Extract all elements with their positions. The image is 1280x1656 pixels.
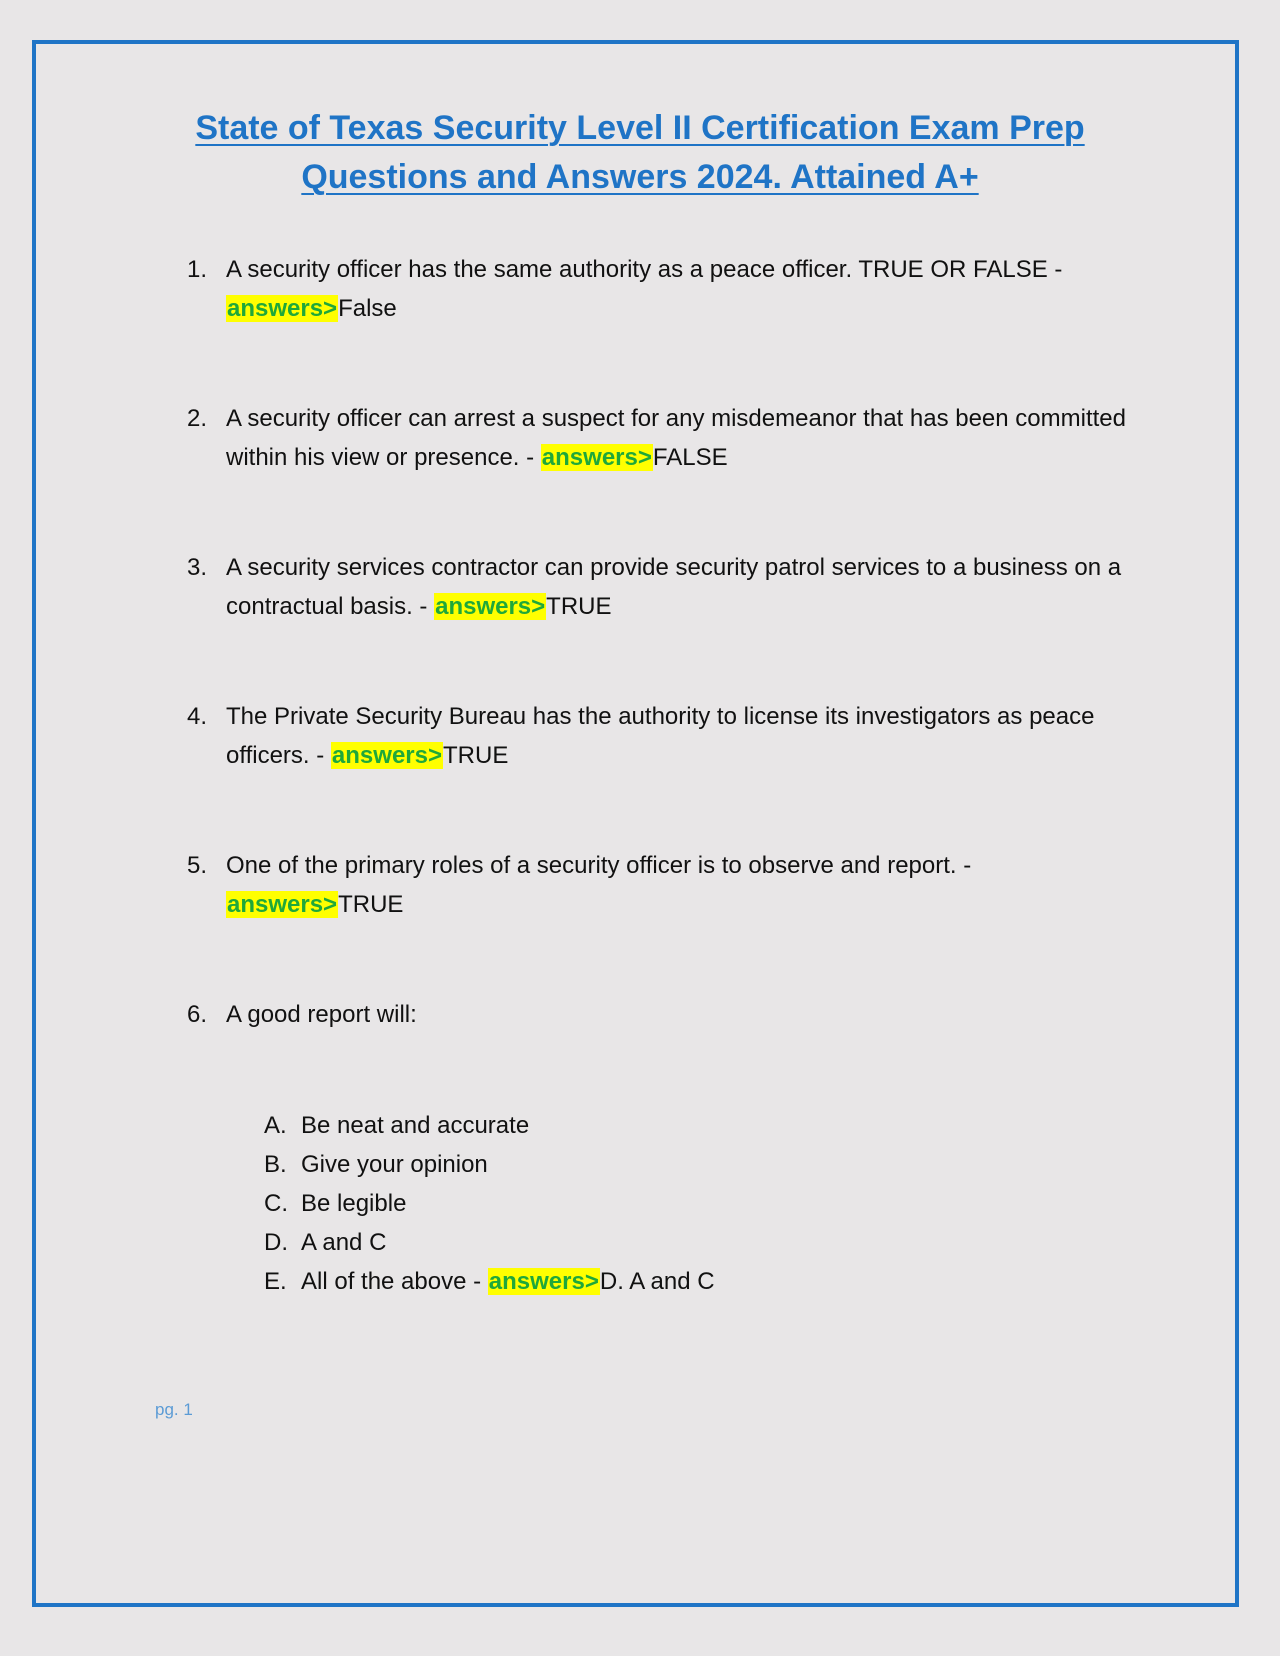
- question-number: 5.: [187, 852, 208, 879]
- page-number: pg. 1: [155, 1400, 193, 1419]
- answer-tag: answers>: [227, 891, 338, 918]
- option-item: [264, 1145, 964, 1184]
- answer-value: False: [338, 295, 397, 322]
- question-body: [226, 399, 1147, 477]
- question-text: A good report will:: [226, 1001, 417, 1028]
- option-letter: A.: [264, 1112, 287, 1139]
- question-number: 6.: [187, 1001, 208, 1028]
- option-item: [264, 1262, 964, 1301]
- question-body: [226, 697, 1147, 775]
- question-item: [187, 399, 1147, 477]
- question-text: The Private Security Bureau has the authority to license its investigators as peace officers. -: [226, 703, 1095, 769]
- question-number: 1.: [187, 256, 208, 283]
- question-body: [226, 548, 1147, 626]
- answer-tag: answers>: [331, 742, 442, 769]
- question-text: A security officer can arrest a suspect for any misdemeanor that has been committed within his view or presence. -: [226, 405, 1126, 471]
- answer-tag: answers>: [488, 1268, 599, 1295]
- question-number: 2.: [187, 405, 208, 432]
- option-text: Be legible: [301, 1190, 407, 1217]
- answer-tag: answers>: [541, 444, 652, 471]
- answer-value: TRUE: [546, 593, 612, 620]
- option-text-label: All of the above -: [301, 1268, 488, 1295]
- option-text: Be neat and accurate: [301, 1112, 530, 1139]
- answer-tag: answers>: [435, 593, 546, 620]
- question-number: 4.: [187, 703, 208, 730]
- option-text: [301, 1268, 715, 1295]
- question-body: [226, 995, 1147, 1034]
- answer-value: FALSE: [652, 444, 728, 471]
- option-letter: B.: [264, 1151, 287, 1178]
- option-letter: D.: [264, 1229, 288, 1256]
- answer-value: TRUE: [338, 891, 404, 918]
- question-item: [187, 250, 1147, 328]
- question-text: A security officer has the same authority as a peace officer. TRUE OR FALSE -: [226, 256, 1063, 283]
- option-text: A and C: [301, 1229, 387, 1256]
- option-item: [264, 1223, 964, 1262]
- answer-tag: answers>: [227, 295, 338, 322]
- question-body: [226, 846, 1147, 924]
- question-body: [226, 250, 1147, 328]
- document-title: State of Texas Security Level II Certification Exam Prep Questions and Answers 2024. Attained A+: [195, 109, 1085, 196]
- question-item: [187, 995, 1147, 1034]
- question-text: A security services contractor can provide security patrol services to a business on a contractual basis. -: [226, 554, 1122, 620]
- option-text: Give your opinion: [301, 1151, 488, 1178]
- question-item: [187, 548, 1147, 626]
- question-item: [187, 846, 1147, 924]
- question-item: [187, 697, 1147, 775]
- answer-value: D. A and C: [599, 1268, 715, 1295]
- option-letter: E.: [264, 1268, 287, 1295]
- question-number: 3.: [187, 554, 208, 581]
- option-item: [264, 1184, 964, 1223]
- option-item: [264, 1106, 964, 1145]
- answer-value: TRUE: [443, 742, 509, 769]
- question-text: One of the primary roles of a security officer is to observe and report. -: [226, 852, 972, 879]
- option-letter: C.: [264, 1190, 288, 1217]
